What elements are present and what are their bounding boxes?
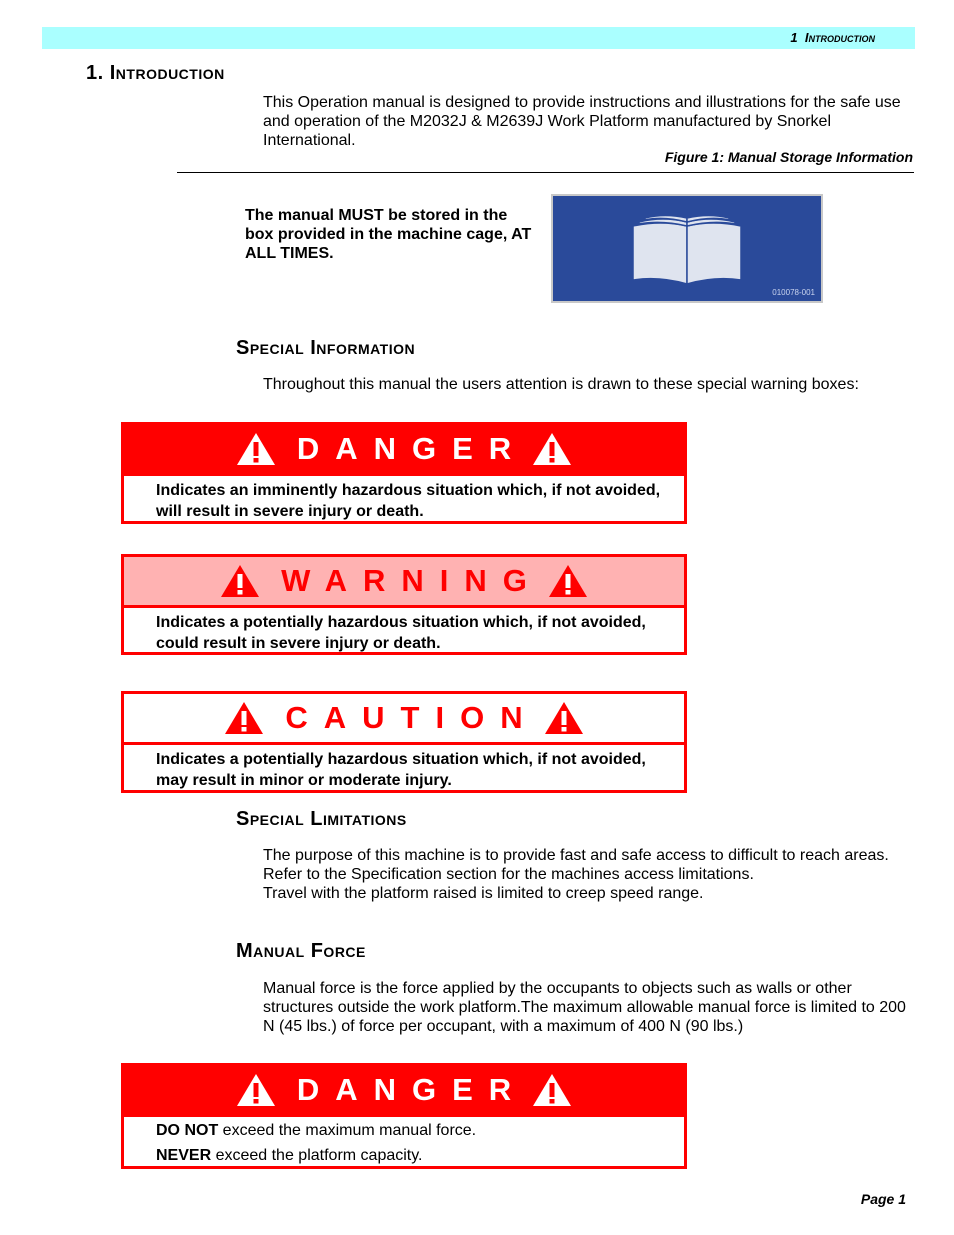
sign-part-number: 010078-001 <box>772 288 815 297</box>
figure-caption: Figure 1: Manual Storage Information <box>664 149 913 165</box>
warning-triangle-icon <box>547 563 589 599</box>
header-bar <box>42 27 915 49</box>
manual-force-heading: Manual Force <box>236 940 366 962</box>
limitation-line: Travel with the platform raised is limited to creep speed range. <box>263 885 704 902</box>
page-title: 1. Introduction <box>86 62 225 84</box>
caution-title: CAUTION <box>285 700 539 735</box>
warning-triangle-icon <box>531 431 573 467</box>
chapter-number: 1 <box>790 30 798 45</box>
force-danger-box <box>121 1063 687 1169</box>
force-danger-title: DANGER <box>296 1072 528 1107</box>
warning-triangle-icon <box>531 1072 573 1108</box>
warning-triangle-icon <box>223 700 265 736</box>
special-limitations-text <box>263 846 915 903</box>
force-danger-line: NEVER exceed the platform capacity. <box>156 1147 423 1164</box>
caution-box <box>121 691 687 793</box>
danger-header <box>124 425 684 476</box>
page-number: Page 1 <box>860 1191 906 1207</box>
warning-triangle-icon <box>235 1072 277 1108</box>
warning-header <box>124 557 684 608</box>
caution-header <box>124 694 684 745</box>
warning-triangle-icon <box>543 700 585 736</box>
force-danger-header <box>124 1066 684 1117</box>
warning-box <box>121 554 687 655</box>
force-danger-text <box>124 1117 684 1172</box>
warning-text: Indicates a potentially hazardous situation which, if not avoided, could result in severe injury or death. <box>156 614 646 652</box>
caution-text: Indicates a potentially hazardous situation which, if not avoided, may result in minor or moderate injury. <box>156 751 646 789</box>
special-limitations-heading: Special Limitations <box>236 808 407 830</box>
warning-title: WARNING <box>281 563 543 598</box>
limitation-line: Refer to the Specification section for the machines access limitations. <box>263 866 754 883</box>
danger-title: DANGER <box>296 431 528 466</box>
intro-paragraph: This Operation manual is designed to provide instructions and illustrations for the safe use and operation of the M2032J & M2639J Work Platform manufactured by Snorkel International. <box>263 94 901 149</box>
danger-box <box>121 422 687 524</box>
special-information-heading: Special Information <box>236 337 416 359</box>
warning-triangle-icon <box>235 431 277 467</box>
running-header <box>790 30 875 45</box>
divider <box>177 172 914 173</box>
chapter-title: Introduction <box>804 30 875 45</box>
storage-note: The manual MUST be stored in the box provided in the machine cage, AT ALL TIMES. <box>245 207 532 262</box>
special-information-text: Throughout this manual the users attention is drawn to these special warning boxes: <box>263 376 859 393</box>
open-book-icon <box>553 196 821 301</box>
warning-triangle-icon <box>219 563 261 599</box>
manual-storage-sign <box>551 194 823 303</box>
danger-text: Indicates an imminently hazardous situation which, if not avoided, will result in severe injury or death. <box>156 482 661 520</box>
manual-force-text: Manual force is the force applied by the occupants to objects such as walls or other structures outside the work platform.The maximum allowable manual force is limited to 200 N (45 lbs.) of force per occupant, with a maximum of 400 N (90 lbs.) <box>263 980 906 1035</box>
force-danger-line: DO NOT exceed the maximum manual force. <box>156 1122 477 1139</box>
limitation-line: The purpose of this machine is to provide fast and safe access to difficult to reach areas. <box>263 847 889 864</box>
